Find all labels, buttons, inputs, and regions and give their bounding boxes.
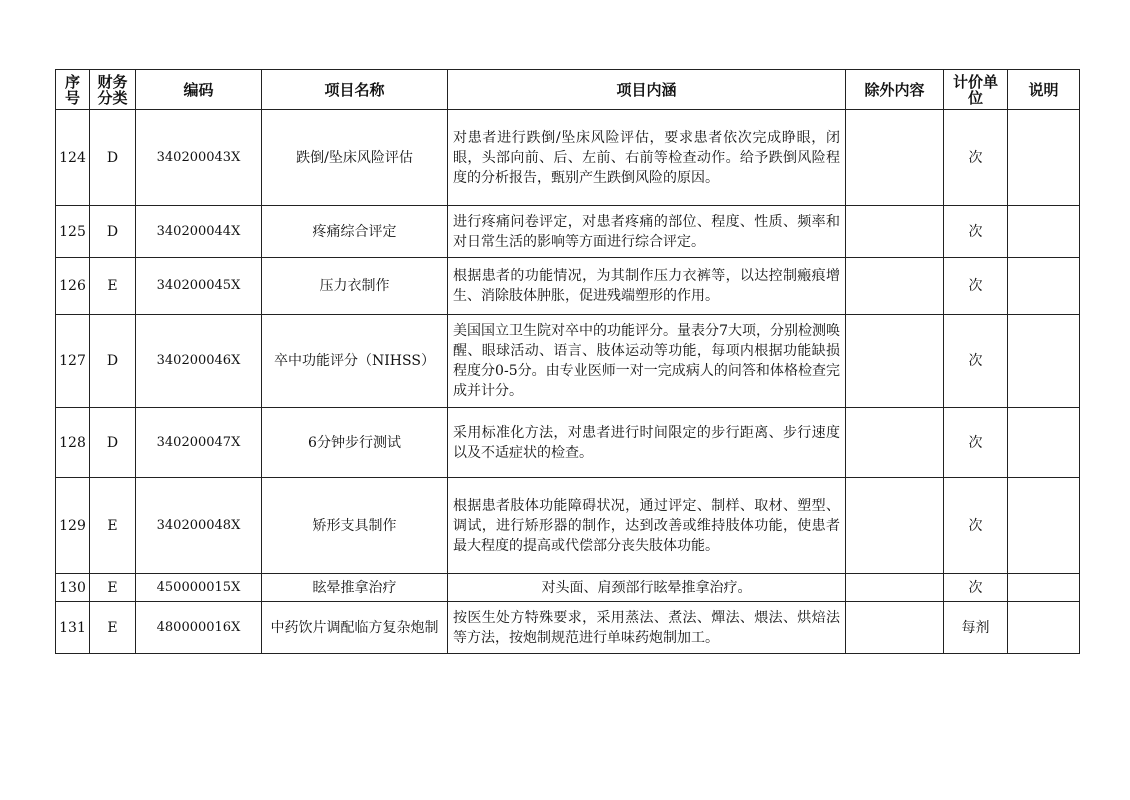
cell-content: 对患者进行跌倒/坠床风险评估，要求患者依次完成睁眼，闭眼，头部向前、后、左前、右前等检查动作。给予跌倒风险程度的分析报告，甄别产生跌倒风险的原因。: [448, 110, 846, 206]
cell-unit: 次: [944, 258, 1008, 315]
cell-seq: 130: [56, 574, 90, 602]
cell-category: D: [90, 315, 136, 408]
cell-seq: 128: [56, 408, 90, 478]
cell-category: D: [90, 110, 136, 206]
cell-category: E: [90, 602, 136, 654]
cell-unit: 次: [944, 315, 1008, 408]
cell-seq: 129: [56, 478, 90, 574]
cell-exclude: [846, 574, 944, 602]
header-note: 说明: [1008, 70, 1080, 110]
cell-note: [1008, 408, 1080, 478]
cell-name: 中药饮片调配临方复杂炮制: [262, 602, 448, 654]
cell-code: 340200043X: [136, 110, 262, 206]
cell-content: 采用标准化方法，对患者进行时间限定的步行距离、步行速度以及不适症状的检查。: [448, 408, 846, 478]
table-row: [56, 408, 1080, 478]
header-category: 财务分类: [90, 70, 136, 110]
cell-unit: 次: [944, 408, 1008, 478]
table-row: [56, 206, 1080, 258]
cell-name: 疼痛综合评定: [262, 206, 448, 258]
cell-name: 卒中功能评分（NIHSS）: [262, 315, 448, 408]
cell-category: D: [90, 408, 136, 478]
cell-note: [1008, 206, 1080, 258]
cell-exclude: [846, 478, 944, 574]
cell-seq: 126: [56, 258, 90, 315]
table-row: [56, 258, 1080, 315]
fee-table: [55, 69, 1080, 654]
cell-category: E: [90, 574, 136, 602]
table-row: [56, 574, 1080, 602]
header-content: 项目内涵: [448, 70, 846, 110]
cell-exclude: [846, 110, 944, 206]
cell-exclude: [846, 258, 944, 315]
cell-category: D: [90, 206, 136, 258]
cell-category: E: [90, 478, 136, 574]
cell-content: 美国国立卫生院对卒中的功能评分。量表分7大项，分别检测唤醒、眼球活动、语言、肢体运动等功能，每项内根据功能缺损程度分0-5分。由专业医师一对一完成病人的问答和体格检查完成并计分。: [448, 315, 846, 408]
header-row: [56, 70, 1080, 110]
cell-unit: 每剂: [944, 602, 1008, 654]
cell-code: 450000015X: [136, 574, 262, 602]
cell-note: [1008, 315, 1080, 408]
cell-note: [1008, 110, 1080, 206]
table-row: [56, 602, 1080, 654]
cell-note: [1008, 478, 1080, 574]
header-name: 项目名称: [262, 70, 448, 110]
header-seq: 序号: [56, 70, 90, 110]
cell-seq: 131: [56, 602, 90, 654]
cell-exclude: [846, 315, 944, 408]
cell-unit: 次: [944, 478, 1008, 574]
header-code: 编码: [136, 70, 262, 110]
cell-name: 矫形支具制作: [262, 478, 448, 574]
cell-exclude: [846, 206, 944, 258]
cell-exclude: [846, 408, 944, 478]
cell-code: 340200048X: [136, 478, 262, 574]
cell-unit: 次: [944, 110, 1008, 206]
cell-name: 眩晕推拿治疗: [262, 574, 448, 602]
cell-exclude: [846, 602, 944, 654]
cell-code: 480000016X: [136, 602, 262, 654]
header-unit: 计价单位: [944, 70, 1008, 110]
cell-seq: 125: [56, 206, 90, 258]
table-row: [56, 478, 1080, 574]
cell-unit: 次: [944, 206, 1008, 258]
cell-name: 6分钟步行测试: [262, 408, 448, 478]
cell-code: 340200045X: [136, 258, 262, 315]
cell-note: [1008, 602, 1080, 654]
cell-note: [1008, 574, 1080, 602]
cell-content: 根据患者肢体功能障碍状况，通过评定、制样、取材、塑型、调试，进行矫形器的制作，达到改善或维持肢体功能，使患者最大程度的提高或代偿部分丧失肢体功能。: [448, 478, 846, 574]
cell-name: 压力衣制作: [262, 258, 448, 315]
cell-content: 对头面、肩颈部行眩晕推拿治疗。: [448, 574, 846, 602]
cell-seq: 124: [56, 110, 90, 206]
cell-name: 跌倒/坠床风险评估: [262, 110, 448, 206]
table-row: [56, 315, 1080, 408]
table-row: [56, 110, 1080, 206]
cell-content: 按医生处方特殊要求，采用蒸法、煮法、燀法、煨法、烘焙法等方法，按炮制规范进行单味药炮制加工。: [448, 602, 846, 654]
cell-unit: 次: [944, 574, 1008, 602]
cell-content: 进行疼痛问卷评定，对患者疼痛的部位、程度、性质、频率和对日常生活的影响等方面进行综合评定。: [448, 206, 846, 258]
cell-note: [1008, 258, 1080, 315]
cell-seq: 127: [56, 315, 90, 408]
cell-code: 340200046X: [136, 315, 262, 408]
cell-code: 340200044X: [136, 206, 262, 258]
cell-code: 340200047X: [136, 408, 262, 478]
header-exclude: 除外内容: [846, 70, 944, 110]
cell-category: E: [90, 258, 136, 315]
cell-content: 根据患者的功能情况，为其制作压力衣裤等，以达控制瘢痕增生、消除肢体肿胀，促进残端塑形的作用。: [448, 258, 846, 315]
